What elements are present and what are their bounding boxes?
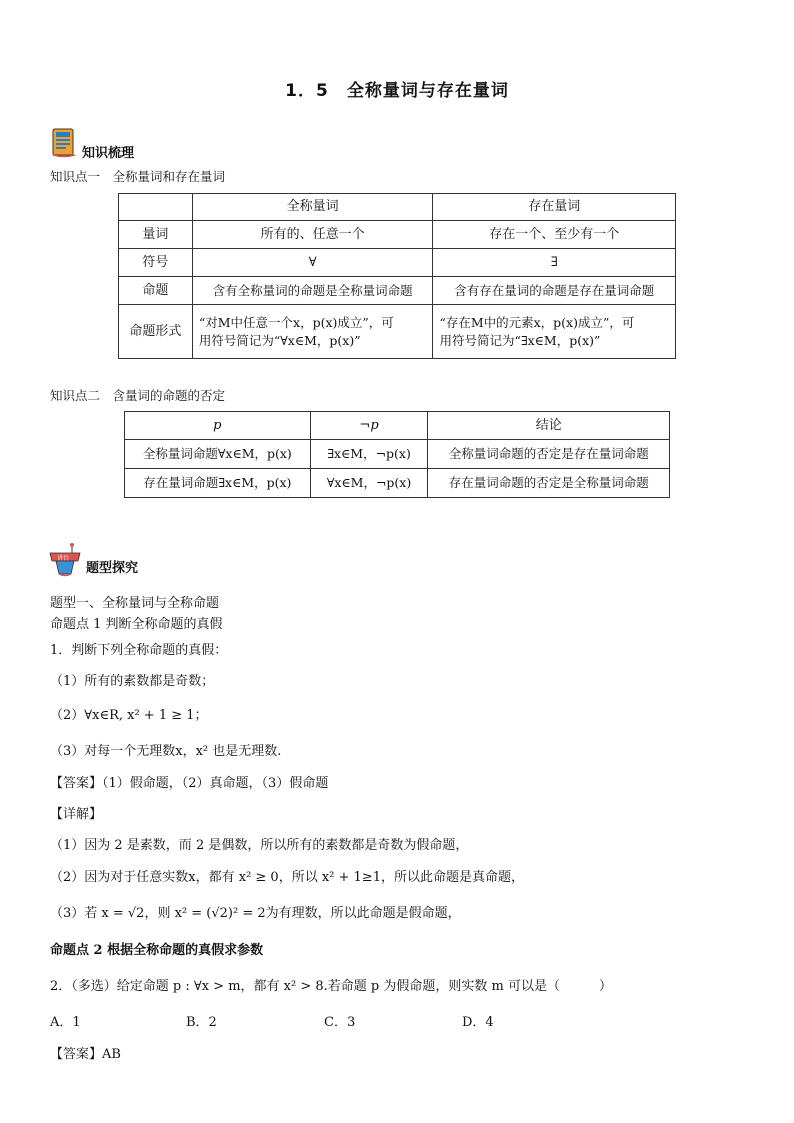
option-c: C．3 [324, 1015, 356, 1030]
table-cell: 含有存在量词的命题是存在量词命题 [433, 277, 676, 305]
page-title: 1．5 全称量词与存在量词 [285, 81, 509, 101]
table-cell: 命题形式 [119, 305, 193, 359]
table-cell: 全称量词命题∀x∈M，p(x) [125, 440, 311, 469]
question-1-item: （1）所有的素数都是奇数； [50, 674, 215, 689]
section-types-header [48, 543, 138, 577]
table-cell: 全称量词 [192, 194, 433, 221]
book-icon [50, 128, 78, 162]
table-row [119, 221, 676, 249]
podium-badge-text: 讲台 [57, 555, 70, 562]
negation-table [124, 411, 670, 498]
table-cell: 存在量词 [433, 194, 676, 221]
podium-icon [48, 543, 82, 577]
table-cell: 命题 [119, 277, 193, 305]
table-row [125, 440, 670, 469]
table-cell [192, 305, 433, 359]
question-type-1: 题型一、全称量词与全称命题 [50, 596, 220, 611]
option-d: D．4 [462, 1015, 494, 1030]
table-cell: 存在一个、至少有一个 [433, 221, 676, 249]
detail-label: 【详解】 [50, 807, 103, 822]
section-knowledge-label: 知识梳理 [82, 146, 135, 161]
form-text-line: “存在M中的元素x，p(x)成立”，可 [439, 314, 635, 330]
table-cell: 符号 [119, 249, 193, 277]
table-cell: p [125, 412, 311, 440]
table-cell: 存在量词命题的否定是全称量词命题 [428, 469, 670, 498]
section-types-label: 题型探究 [86, 561, 139, 576]
table-cell: 结论 [428, 412, 670, 440]
question-1-item: （3）对每一个无理数x，x² 也是无理数. [50, 744, 282, 759]
table-cell: ∀x∈M，¬p(x) [310, 469, 428, 498]
detail-line: （3）若 x = √2，则 x² = (√2)² = 2为有理数，所以此命题是假命题， [50, 906, 461, 921]
table-row [125, 469, 670, 498]
table-cell: ∃x∈M，¬p(x) [310, 440, 428, 469]
table-cell [433, 305, 676, 359]
question-2-stem: 2．（多选）给定命题 p : ∀x > m，都有 x² > 8.若命题 p 为假命题，则实数 m 可以是（ ） [50, 979, 612, 994]
table-header-row [125, 412, 670, 440]
section-knowledge-header [50, 128, 134, 162]
table-cell: 所有的、任意一个 [192, 221, 433, 249]
form-text-line: “对M中任意一个x，p(x)成立”，可 [198, 314, 394, 330]
question-1-item: （2）∀x∈R, x² + 1 ≥ 1； [50, 708, 208, 723]
table-row [119, 277, 676, 305]
table-cell: ∀ [192, 249, 433, 277]
table-cell: ¬p [310, 412, 428, 440]
table-cell: 量词 [119, 221, 193, 249]
table-cell: 含有全称量词的命题是全称量词命题 [192, 277, 433, 305]
detail-line: （1）因为 2 是素数，而 2 是偶数，所以所有的素数都是奇数为假命题， [50, 838, 469, 853]
table-header-row [119, 194, 676, 221]
table-cell: ∃ [433, 249, 676, 277]
option-b: B．2 [186, 1015, 217, 1030]
question-2-answer: 【答案】AB [50, 1047, 121, 1062]
table-row [119, 305, 676, 359]
table-cell [119, 194, 193, 221]
question-1-answer: 【答案】（1）假命题，（2）真命题，（3）假命题 [50, 776, 329, 791]
form-text-line: 用符号简记为“∀x∈M，p(x)” [198, 332, 361, 348]
option-a: A．1 [50, 1015, 81, 1030]
table-row [119, 249, 676, 277]
knowledge-point-2: 知识点二 含量词的命题的否定 [50, 388, 226, 403]
knowledge-point-1: 知识点一 全称量词和存在量词 [50, 169, 226, 184]
form-text-line: 用符号简记为“∃x∈M，p(x)” [439, 332, 601, 348]
table-cell: 全称量词命题的否定是存在量词命题 [428, 440, 670, 469]
proposition-point-1: 命题点 1 判断全称命题的真假 [50, 617, 223, 632]
proposition-point-2: 命题点 2 根据全称命题的真假求参数 [50, 943, 264, 958]
detail-line: （2）因为对于任意实数x，都有 x² ≥ 0，所以 x² + 1≥1，所以此命题是真命题， [50, 870, 524, 885]
question-1-stem: 1．判断下列全称命题的真假： [50, 643, 228, 658]
table-cell: 存在量词命题∃x∈M，p(x) [125, 469, 311, 498]
quantifier-table [118, 193, 676, 359]
